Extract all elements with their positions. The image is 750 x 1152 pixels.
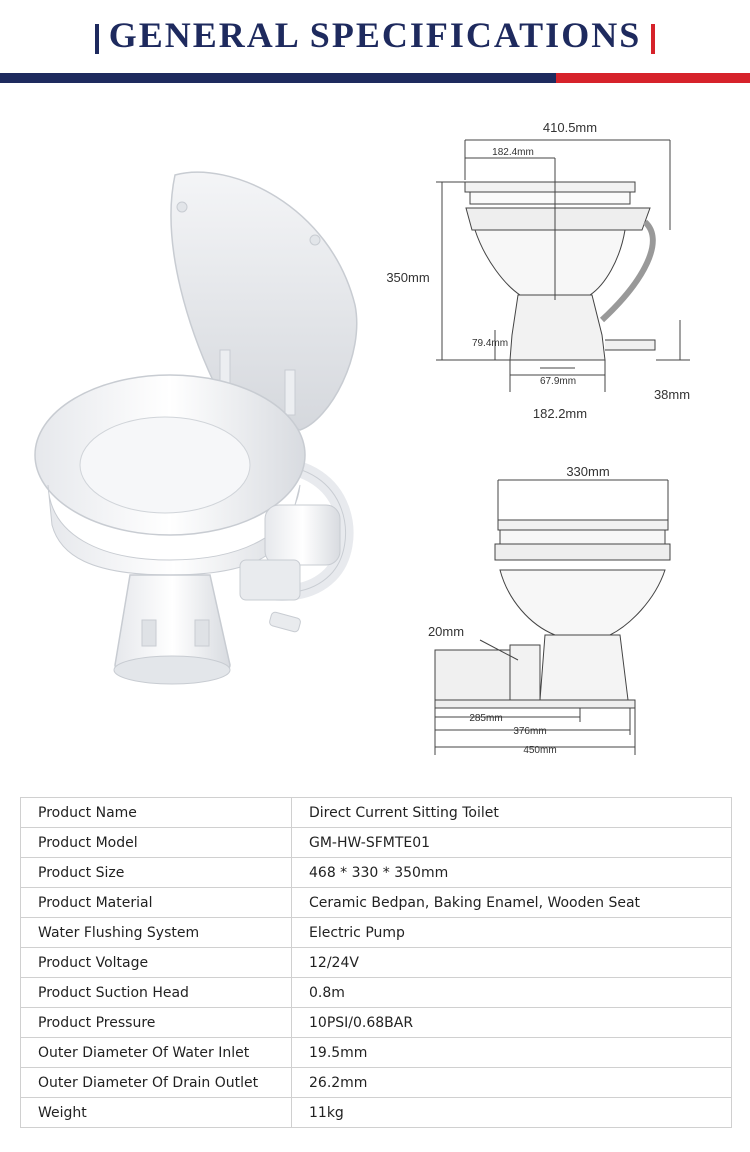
dim-seat-width: 182.4mm <box>492 147 534 158</box>
spec-value: Electric Pump <box>292 918 732 948</box>
spec-value: 0.8m <box>292 978 732 1008</box>
dim-285: 285mm <box>469 713 503 724</box>
table-row <box>21 978 732 1008</box>
spec-value: Direct Current Sitting Toilet <box>292 798 732 828</box>
spec-value: 26.2mm <box>292 1068 732 1098</box>
page-title: GENERAL SPECIFICATIONS <box>108 15 642 55</box>
dim-outlet: 38mm <box>653 387 691 402</box>
table-row <box>21 1038 732 1068</box>
spec-label: Water Flushing System <box>21 918 292 948</box>
spec-label: Outer Diameter Of Drain Outlet <box>21 1068 292 1098</box>
spec-value: 12/24V <box>292 948 732 978</box>
dim-base-height: 79.4mm <box>471 338 509 349</box>
dim-base-inner: 67.9mm <box>539 376 577 387</box>
table-row <box>21 828 732 858</box>
title-bar-right <box>651 24 655 54</box>
table-row <box>21 1068 732 1098</box>
spec-label: Outer Diameter Of Water Inlet <box>21 1038 292 1068</box>
spec-label: Product Size <box>21 858 292 888</box>
dim-450: 450mm <box>523 745 557 756</box>
header <box>0 0 750 86</box>
spec-label: Product Suction Head <box>21 978 292 1008</box>
title-bar-left <box>95 24 99 54</box>
dim-bottom-width: 330mm <box>566 464 610 479</box>
spec-label: Product Voltage <box>21 948 292 978</box>
dim-base-width: 182.2mm <box>532 406 588 421</box>
table-row <box>21 918 732 948</box>
table-row <box>21 948 732 978</box>
dim-height: 350mm <box>386 270 430 285</box>
table-row <box>21 798 732 828</box>
spec-label: Product Material <box>21 888 292 918</box>
title-wrap <box>0 14 750 58</box>
spec-label: Product Name <box>21 798 292 828</box>
header-stripe-blue <box>0 73 556 83</box>
spec-label: Weight <box>21 1098 292 1128</box>
table-row <box>21 1098 732 1128</box>
dim-376: 376mm <box>513 726 547 737</box>
spec-value: Ceramic Bedpan, Baking Enamel, Wooden Seat <box>292 888 732 918</box>
header-stripe-red <box>556 73 750 83</box>
spec-value: 11kg <box>292 1098 732 1128</box>
table-row <box>21 858 732 888</box>
toilet-photo <box>30 165 360 705</box>
specs-table <box>20 797 732 1128</box>
dimension-diagram <box>380 110 750 770</box>
table-row <box>21 1008 732 1038</box>
spec-value: 10PSI/0.68BAR <box>292 1008 732 1038</box>
dim-inlet: 20mm <box>427 624 465 639</box>
spec-value: GM-HW-SFMTE01 <box>292 828 732 858</box>
dim-overall-width: 410.5mm <box>542 120 598 135</box>
spec-label: Product Model <box>21 828 292 858</box>
spec-value: 468 * 330 * 350mm <box>292 858 732 888</box>
spec-label: Product Pressure <box>21 1008 292 1038</box>
table-row <box>21 888 732 918</box>
spec-value: 19.5mm <box>292 1038 732 1068</box>
